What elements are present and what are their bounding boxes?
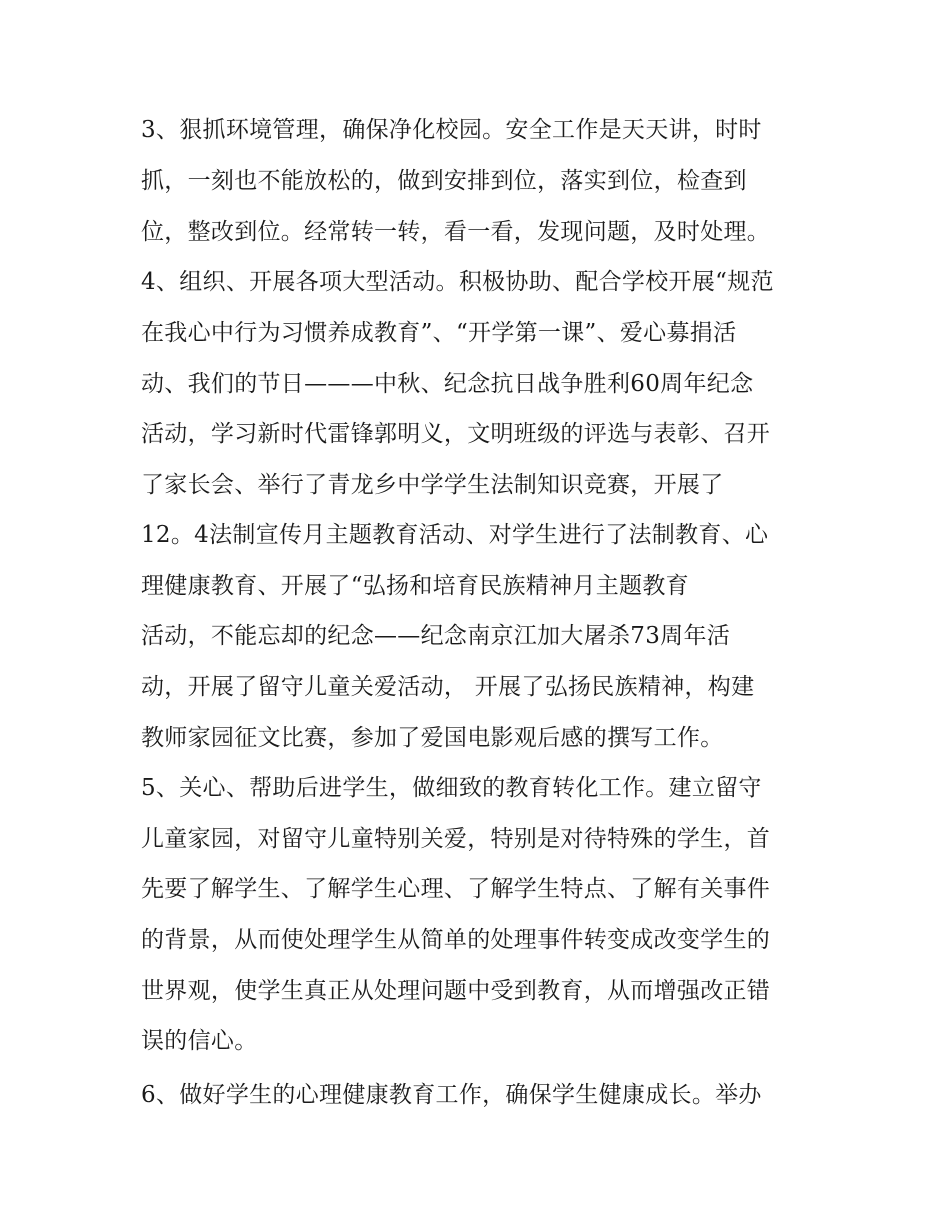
- text-line: 误的信心。: [141, 1028, 258, 1054]
- text-line: 活动，学习新时代雷锋郭明义，文明班级的评选与表彰、召开: [141, 421, 771, 447]
- text-line: 3、狠抓环境管理，确保净化校园。安全工作是天天讲，时时: [141, 117, 762, 143]
- text-line: 的背景，从而使处理学生从简单的处理事件转变成改变学生的: [141, 927, 771, 953]
- text-line: 儿童家园，对留守儿童特别关爱，特别是对待特殊的学生，首: [141, 826, 771, 852]
- text-line: 6、做好学生的心理健康教育工作，确保学生健康成长。举办: [141, 1082, 762, 1108]
- text-line: 教师家园征文比赛，参加了爱国电影观后感的撰写工作。: [141, 725, 724, 751]
- text-line: 12。4法制宣传月主题教育活动、对学生进行了法制教育、心: [141, 522, 769, 548]
- text-line: 理健康教育、开展了“弘扬和培育民族精神月主题教育: [141, 573, 689, 599]
- text-line: 抓，一刻也不能放松的，做到安排到位，落实到位，检查到: [141, 168, 747, 194]
- text-line: 4、组织、开展各项大型活动。积极协助、配合学校开展“规范: [141, 269, 774, 295]
- text-line: 动，开展了留守儿童关爱活动， 开展了弘扬民族精神，构建: [141, 674, 755, 700]
- text-line: 了家长会、举行了青龙乡中学学生法制知识竞赛，开展了: [141, 472, 724, 498]
- text-line: 世界观，使学生真正从处理问题中受到教育，从而增强改正错: [141, 978, 771, 1004]
- text-line: 位，整改到位。经常转一转，看一看，发现问题，及时处理。: [141, 219, 771, 245]
- text-line: 5、关心、帮助后进学生，做细致的教育转化工作。建立留守: [141, 775, 762, 801]
- text-line: 活动，不能忘却的纪念——纪念南京江加大屠杀73周年活: [141, 623, 731, 649]
- text-line: 在我心中行为习惯养成教育”、“开学第一课”、爱心募捐活: [141, 320, 737, 346]
- text-line: 先要了解学生、了解学生心理、了解学生特点、了解有关事件: [141, 876, 771, 902]
- text-line: 动、我们的节日———中秋、纪念抗日战争胜利60周年纪念: [141, 371, 754, 397]
